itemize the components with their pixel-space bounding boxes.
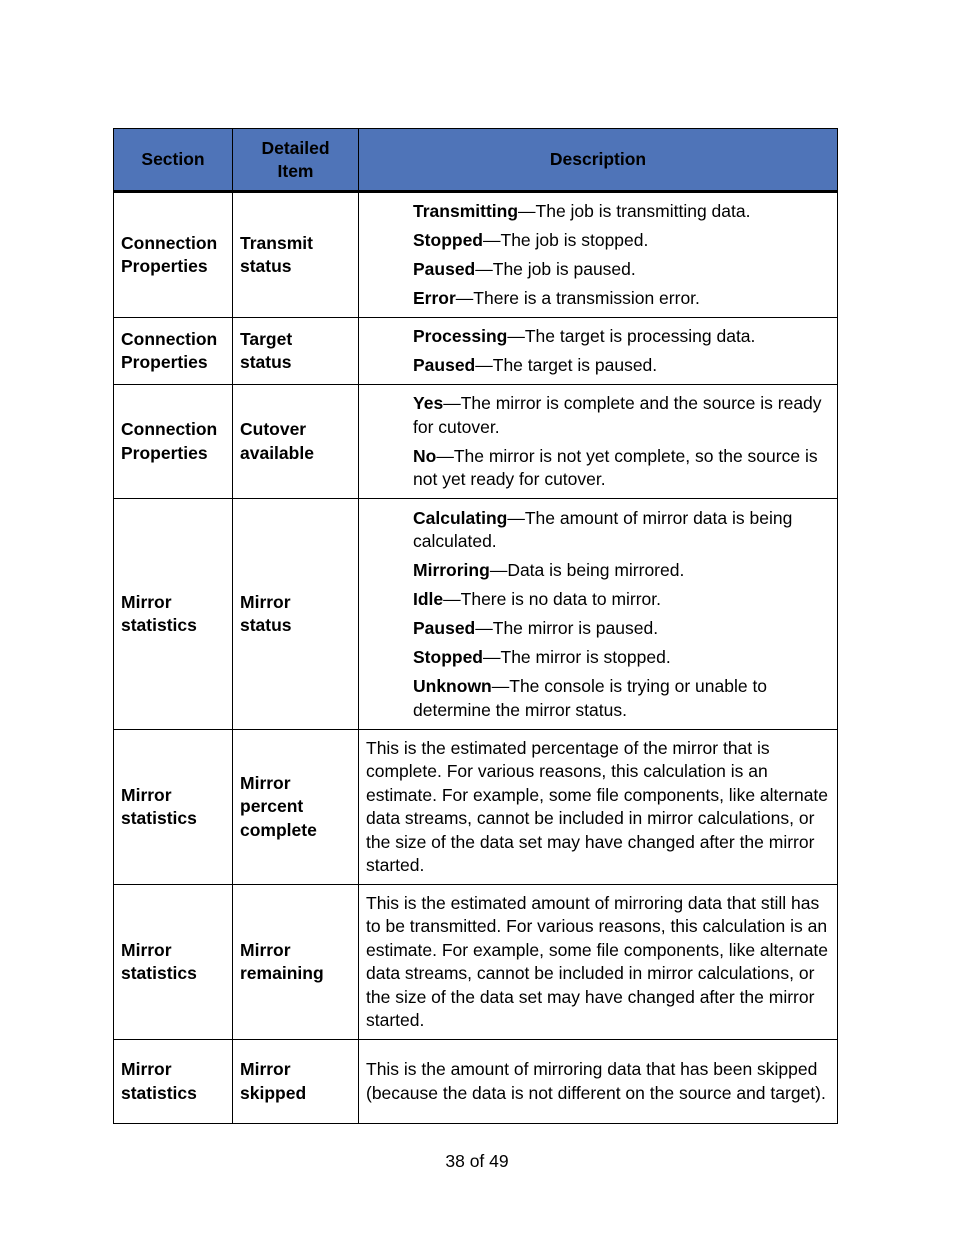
section-line: Connection [121,419,218,439]
entry-text: —There is a transmission error. [455,288,700,309]
entry-text: —The target is paused. [475,355,658,376]
item-line: Mirror [240,939,291,960]
detailed-item-cell [233,1040,359,1124]
entry-term: Unknown [413,676,492,697]
description-entry [413,229,829,253]
description-entry [413,675,829,722]
section-cell [114,1040,233,1124]
entry-text: —The job is stopped. [483,230,649,251]
description-entry [413,445,829,492]
entry-text: —The mirror is complete and the source is ready for cutover. [413,393,822,437]
item-line: status [240,615,292,635]
description-cell [359,1040,838,1124]
table-row [114,1040,838,1124]
table-row [114,885,838,1040]
entry-text: —The mirror is not yet complete, so the source is not yet ready for cutover. [413,445,818,490]
description-paragraph: This is the estimated percentage of the mirror that is complete. For various reasons, this calculation is an estimate. For example, some file components, like alternate data streams, cannot be included in mirror calculations, or the size of the data set may have changed after the mirror started. [366,737,829,875]
description-entry [413,507,829,554]
section-cell [114,192,233,318]
header-detailed-item-line2: Item [277,160,314,181]
table-row [114,499,838,730]
description-entry [413,287,829,311]
header-description-label: Description [549,149,647,169]
entry-term: Stopped [413,230,483,251]
section-line: Connection [121,232,218,253]
description-entry [413,258,829,282]
entry-term: Yes [413,393,444,414]
description-entry [413,617,829,641]
description-cell [359,730,838,885]
item-line: Mirror [240,772,291,793]
section-line: statistics [121,963,197,983]
section-cell [114,885,233,1040]
entry-text: —Data is being mirrored. [489,560,685,581]
section-line: Properties [121,442,208,463]
item-line: Target [240,328,293,349]
detailed-item-cell [233,499,359,730]
item-line: status [240,256,292,276]
detailed-item-cell [233,730,359,885]
entry-term: Error [413,288,456,309]
detailed-item-cell [233,318,359,385]
section-line: Mirror [121,939,172,960]
entry-term: Paused [413,259,476,280]
header-detailed-item-line1: Detailed [261,137,330,158]
detailed-item-cell [233,885,359,1040]
header-section-label: Section [141,149,205,169]
section-line: Connection [121,328,218,349]
section-line: Mirror [121,784,172,805]
entry-text: —There is no data to mirror. [443,589,662,610]
description-entry [413,392,829,439]
entry-term: Processing [413,326,508,347]
item-line: remaining [240,963,324,983]
entry-text: —The job is transmitting data. [518,201,751,222]
properties-table [113,128,838,1124]
entry-text: —The console is trying or unable to determine the mirror status. [413,676,768,720]
section-line: Properties [121,256,208,276]
description-paragraph: This is the amount of mirroring data that has been skipped (because the data is not different on the source and target). [366,1059,826,1103]
item-line: available [240,442,314,463]
detailed-item-cell [233,192,359,318]
entry-text: —The mirror is paused. [475,618,659,639]
entry-term: Paused [413,355,476,376]
description-paragraph: This is the estimated amount of mirroring data that still has to be transmitted. For various reasons, this calculation is an estimate. For example, some file components, like alternate data streams, cannot be included in mirror calculations, or the size of the data set may have changed after the mirror started. [366,892,829,1030]
table-row [114,730,838,885]
table-row [114,192,838,318]
detailed-item-cell [233,385,359,499]
description-cell [359,499,838,730]
entry-term: Transmitting [413,201,519,222]
entry-term: Paused [413,618,476,639]
description-entry [413,559,829,583]
table-header [114,129,838,192]
section-cell [114,730,233,885]
item-line: status [240,352,292,372]
header-description [359,129,838,192]
page-number: 38 of 49 [445,1151,509,1171]
entry-term: No [413,445,437,466]
item-line: Mirror [240,1059,291,1079]
item-line: Mirror [240,591,291,612]
header-section [114,129,233,192]
entry-term: Calculating [413,507,508,528]
entry-term: Mirroring [413,560,490,581]
table-header-row [114,129,838,192]
item-line: percent [240,796,304,817]
description-entry [413,200,829,224]
entry-text: —The amount of mirror data is being calculated. [413,507,793,552]
description-entry [413,325,829,349]
item-line: complete [240,819,317,840]
section-cell [114,318,233,385]
item-line: skipped [240,1082,307,1103]
section-cell [114,385,233,499]
description-entry [413,354,829,378]
entry-text: —The job is paused. [475,259,636,280]
entry-term: Idle [413,589,444,610]
section-cell [114,499,233,730]
section-line: statistics [121,1082,197,1103]
section-line: statistics [121,808,197,828]
table-row [114,318,838,385]
item-line: Cutover [240,419,307,439]
section-line: statistics [121,615,197,635]
description-cell [359,885,838,1040]
section-line: Mirror [121,1059,172,1079]
entry-text: —The target is processing data. [507,326,756,347]
description-cell [359,318,838,385]
entry-term: Stopped [413,647,483,668]
header-detailed-item [233,129,359,192]
entry-text: —The mirror is stopped. [483,647,671,668]
table-row [114,385,838,499]
description-entry [413,646,829,670]
item-line: Transmit [240,232,313,253]
description-cell [359,385,838,499]
section-line: Properties [121,352,208,372]
description-entry [413,588,829,612]
description-cell [359,192,838,318]
section-line: Mirror [121,591,172,612]
table-body [114,192,838,1124]
